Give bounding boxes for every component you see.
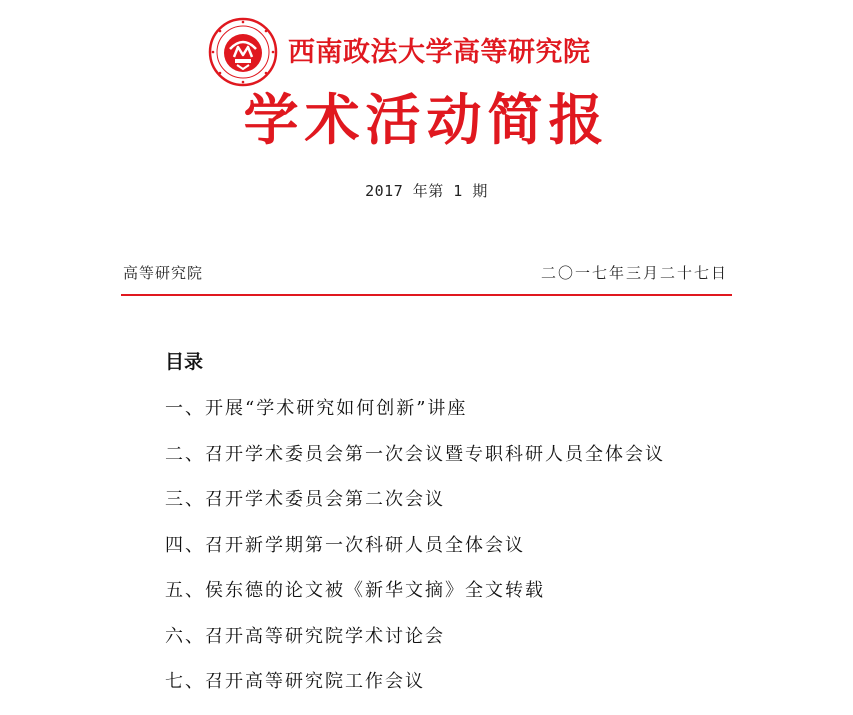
toc-item[interactable]: 三、召开学术委员会第二次会议	[165, 489, 445, 510]
institute-name: 西南政法大学高等研究院	[288, 36, 591, 68]
toc-item[interactable]: 五、侯东德的论文被《新华文摘》全文转载	[165, 580, 545, 601]
toc-item[interactable]: 六、召开高等研究院学术讨论会	[165, 625, 445, 647]
masthead	[208, 17, 591, 87]
table-of-contents	[165, 396, 665, 715]
header-divider	[121, 294, 732, 296]
publisher-label: 高等研究院	[123, 264, 204, 282]
issue-number: 2017 年第 1 期	[365, 182, 488, 200]
toc-item[interactable]: 四、召开新学期第一次科研人员全体会议	[165, 534, 525, 556]
bulletin-title: 学术活动简报	[243, 87, 610, 152]
publish-date: 二〇一七年三月二十七日	[540, 264, 728, 282]
toc-item[interactable]: 二、召开学术委员会第一次会议暨专职科研人员全体会议	[165, 443, 665, 465]
toc-item[interactable]: 一、开展“学术研究如何创新”讲座	[165, 398, 468, 419]
toc-heading: 目录	[165, 351, 204, 373]
toc-item[interactable]: 七、召开高等研究院工作会议	[165, 671, 425, 692]
university-seal-logo-icon	[208, 17, 278, 87]
